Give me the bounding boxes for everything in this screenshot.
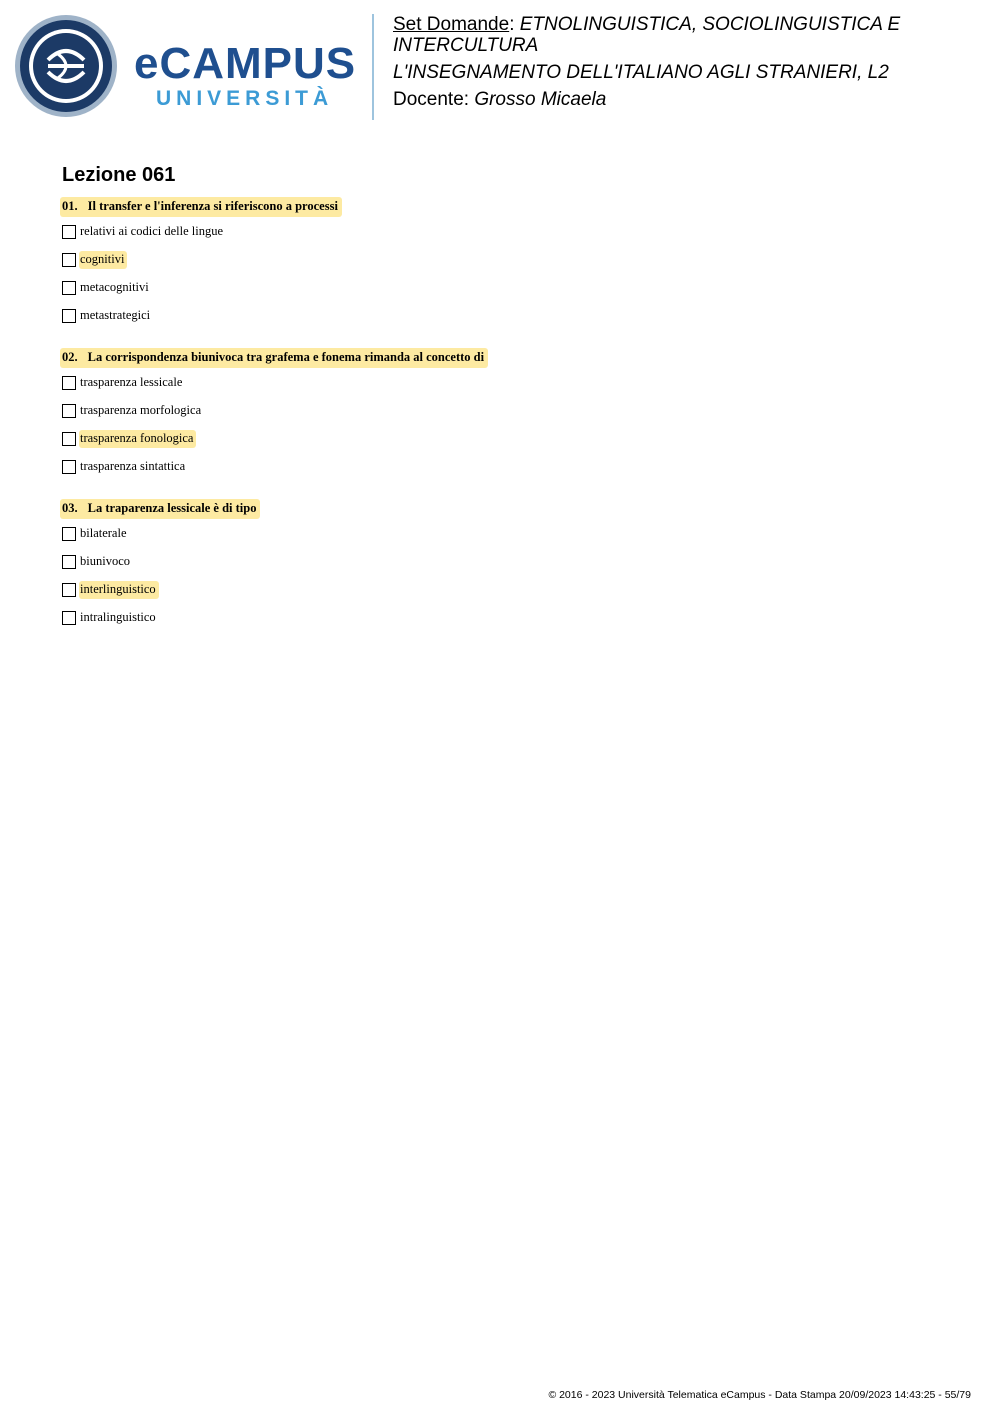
docente-name: Grosso Micaela <box>474 89 607 110</box>
checkbox[interactable] <box>62 309 76 323</box>
logo-subtitle: UNIVERSITÀ <box>156 87 334 110</box>
option-text: relativi ai codici delle lingue <box>80 224 223 238</box>
ecampus-wordmark-logo <box>134 40 359 112</box>
checkbox[interactable] <box>62 460 76 474</box>
option-text-highlighted: cognitivi <box>79 251 127 269</box>
question-03: 03. La traparenza lessicale è di tipo <box>60 499 260 519</box>
checkbox[interactable] <box>62 225 76 239</box>
option-text: trasparenza lessicale <box>80 375 183 389</box>
option-text: intralinguistico <box>80 610 156 624</box>
course-title: L'INSEGNAMENTO DELL'ITALIANO AGLI STRANIERI, L2 <box>393 62 889 83</box>
header-divider <box>372 14 374 120</box>
answer-option[interactable] <box>62 308 153 324</box>
document-header: Set Domande: ETNOLINGUISTICA, SOCIOLINGUISTICA E INTERCULTURA L'INSEGNAMENTO DELL'ITALIANO AGLI STRANIERI, L2 Docente: Grosso Micaela <box>393 14 901 110</box>
checkbox[interactable] <box>62 253 76 267</box>
logo-wordmark: eCAMPUS <box>134 39 357 88</box>
option-text: bilaterale <box>80 526 127 540</box>
option-text: trasparenza morfologica <box>80 403 202 417</box>
checkbox[interactable] <box>62 527 76 541</box>
ecampus-seal-logo <box>14 14 118 118</box>
checkbox[interactable] <box>62 432 76 446</box>
answer-option[interactable] <box>62 582 159 598</box>
question-01: 01. Il transfer e l'inferenza si riferiscono a processi <box>60 197 342 217</box>
checkbox[interactable] <box>62 583 76 597</box>
option-text: metastrategici <box>80 308 151 322</box>
answer-option[interactable] <box>62 375 185 391</box>
question-text: Il transfer e l'inferenza si riferiscono a processi <box>87 199 338 213</box>
docente-label: Docente: <box>393 89 470 110</box>
set-title: ETNOLINGUISTICA, SOCIOLINGUISTICA E INTERCULTURA <box>393 14 901 56</box>
answer-option[interactable] <box>62 252 127 268</box>
option-text: biunivoco <box>80 554 130 568</box>
lesson-title: Lezione 061 <box>62 164 176 186</box>
checkbox[interactable] <box>62 611 76 625</box>
option-text: metacognitivi <box>80 280 149 294</box>
option-text-highlighted: interlinguistico <box>79 581 159 599</box>
answer-option[interactable] <box>62 459 188 475</box>
checkbox[interactable] <box>62 404 76 418</box>
checkbox[interactable] <box>62 281 76 295</box>
answer-option[interactable] <box>62 526 130 542</box>
question-02: 02. La corrispondenza biunivoca tra grafema e fonema rimanda al concetto di <box>60 348 488 368</box>
question-text: La corrispondenza biunivoca tra grafema e fonema rimanda al concetto di <box>87 350 485 364</box>
checkbox[interactable] <box>62 376 76 390</box>
answer-option[interactable] <box>62 431 196 447</box>
option-text-highlighted: trasparenza fonologica <box>79 430 196 448</box>
checkbox[interactable] <box>62 555 76 569</box>
set-label: Set Domande <box>393 14 510 35</box>
option-text: trasparenza sintattica <box>80 459 186 473</box>
answer-option[interactable] <box>62 610 159 626</box>
page-footer: © 2016 - 2023 Università Telematica eCampus - Data Stampa 20/09/2023 14:43:25 - 55/79 <box>548 1389 971 1401</box>
answer-option[interactable] <box>62 554 133 570</box>
answer-option[interactable] <box>62 280 152 296</box>
answer-option[interactable] <box>62 403 204 419</box>
question-text: La traparenza lessicale è di tipo <box>87 501 257 515</box>
answer-option[interactable] <box>62 224 226 240</box>
